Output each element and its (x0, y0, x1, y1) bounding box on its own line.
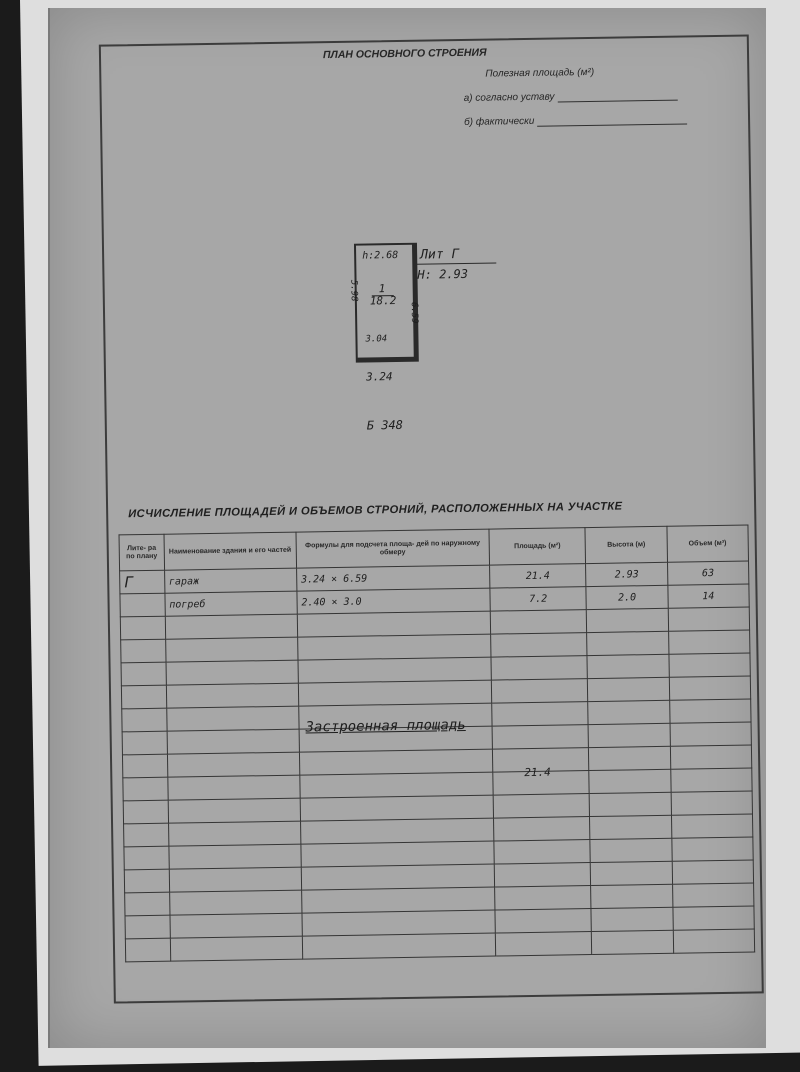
useful-area-label: Полезная площадь (м²) (485, 66, 595, 80)
plan-room-area: 18.2 (369, 294, 397, 308)
built-area-value: 21.4 (524, 765, 551, 780)
header-volume: Объем (м³) (667, 525, 749, 562)
header-area: Площадь (м²) (489, 528, 586, 566)
by-charter-text: а) согласно уставу (463, 91, 555, 104)
plan-door-dim: 3.04 (365, 334, 388, 345)
plan-room-number: 1 (378, 282, 386, 296)
buildings-table (119, 525, 756, 963)
cell-area: 21.4 (489, 564, 586, 589)
cell-volume: 63 (667, 561, 749, 585)
cell-area: 7.2 (490, 587, 587, 612)
cell-height: 2.93 (586, 562, 668, 586)
plan-right-dim: 6.59 (408, 301, 420, 324)
cell-formula: 2.40 × 3.0 (297, 588, 490, 614)
cell-height: 2.0 (586, 585, 668, 609)
plan-h-label: h:2.68 (362, 249, 399, 262)
header-formula: Формулы для подсчета площа- дей по наружному обмеру (296, 529, 490, 568)
cell-formula: 3.24 × 6.59 (296, 565, 489, 591)
header-name: Наименование здания и его частей (164, 532, 297, 570)
cell-volume: 14 (668, 584, 750, 608)
plan-note: Б 348 (366, 417, 404, 433)
header-litera: Лите- ра по плану (119, 534, 164, 571)
header-height: Высота (м) (585, 526, 667, 563)
cell-litera: Г (120, 570, 165, 594)
actual-text: б) фактически (463, 115, 535, 128)
page-title: ПЛАН ОСНОВНОГО СТРОЕНИЯ (322, 46, 487, 62)
plan-litera: Лит Г (420, 247, 460, 263)
plan-bottom-dim: 3.24 (365, 370, 393, 384)
built-area-label: Застроенная площадь (305, 716, 466, 736)
cell-name: погреб (165, 591, 297, 616)
plan-height: H: 2.93 (417, 266, 469, 282)
table-caption: ИСЧИСЛЕНИЕ ПЛОЩАДЕЙ И ОБЪЕМОВ СТРОНИЙ, РАСПОЛОЖЕННЫХ НА УЧАСТКЕ (128, 500, 623, 521)
cell-litera (120, 593, 165, 617)
cell-name: гараж (164, 568, 296, 593)
plan-left-dim: 5.98 (348, 279, 359, 302)
